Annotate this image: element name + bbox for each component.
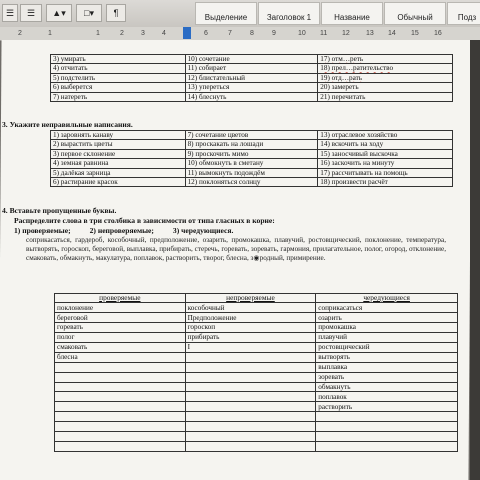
section-3-heading: 3. Укажите неправильные написания.: [2, 120, 133, 129]
table-row: [55, 362, 458, 372]
table-row: [55, 352, 458, 362]
table-cell: 9) проскочить мимо: [185, 149, 318, 158]
ruler-tick: 1: [96, 30, 100, 37]
ruler-tick: 9: [272, 30, 276, 37]
table-cell[interactable]: обмакнуть: [316, 382, 458, 392]
table-cell: 2) вырастить цветы: [51, 140, 186, 149]
section-4-heading: 4. Вставьте пропущенные буквы.: [2, 206, 117, 215]
table-cell[interactable]: [316, 431, 458, 441]
table-cell: 13) упереться: [185, 83, 318, 92]
table-cell: 17) рассчитывать на помощь: [318, 168, 453, 177]
table-cell[interactable]: озарить: [316, 313, 458, 323]
table-cell[interactable]: прибирать: [185, 333, 316, 343]
table-cell: 18) произвести расчёт: [318, 178, 453, 187]
style-label: Название: [334, 13, 370, 22]
table-cell[interactable]: [55, 362, 186, 372]
cell-text: 17) отм…реть: [320, 55, 364, 63]
style-label: Выделение: [204, 13, 248, 22]
table-cell[interactable]: зоревать: [316, 372, 458, 382]
table-row: [55, 323, 458, 333]
vertical-scrollbar[interactable]: [470, 40, 480, 480]
ruler-tick: 1: [48, 30, 52, 37]
table-row: [51, 83, 453, 92]
table-cell[interactable]: Предположение: [185, 313, 316, 323]
table-cell[interactable]: смаковать: [55, 342, 186, 352]
horizontal-ruler[interactable]: [0, 27, 480, 41]
table-cell: [318, 55, 453, 64]
ruler-tick: 15: [411, 30, 419, 37]
table-header-row: [55, 294, 458, 303]
table-cell[interactable]: [185, 441, 316, 451]
borders-button[interactable]: [76, 4, 102, 22]
ruler-tick: 11: [320, 30, 328, 37]
table-cell[interactable]: [185, 412, 316, 422]
ruler-tick: 13: [366, 30, 374, 37]
table-row: [55, 303, 458, 313]
word-list-paragraph[interactable]: соприкасаться, гардероб, кособочный, предположение, озарить, промокашка, плавучий, ростовщический, поклонение, температура, вытворять, гороскоп, береговой, выплавка, прибирать, стеречь, горевать, зоревать, гармония, прилагательное, полог, огород, отклонение, смаковать, обмакнуть, макулатура, поплавок, растворить, творог, блесна, з◉родный, примирение.: [26, 236, 446, 262]
table-word-list: [50, 54, 453, 102]
table-cell: 11) собирает: [185, 64, 318, 73]
ruler-tick: 14: [388, 30, 396, 37]
cell-text: 19) отд…рать: [320, 73, 363, 82]
show-formatting-button[interactable]: [106, 4, 126, 22]
table-row: [55, 372, 458, 382]
style-label: Заголовок 1: [266, 13, 312, 22]
table-row: [51, 64, 453, 73]
table-cell: 10) сочетание: [185, 55, 318, 64]
table-cell[interactable]: горевать: [55, 323, 186, 333]
table-cell[interactable]: [185, 392, 316, 402]
column-header: проверяемые: [55, 294, 186, 303]
ruler-tick: 10: [298, 30, 306, 37]
table-cell[interactable]: промокашка: [316, 323, 458, 333]
table-cell: [318, 64, 453, 73]
table-cell[interactable]: [55, 392, 186, 402]
indent-marker[interactable]: [183, 27, 191, 39]
table-row: [51, 73, 453, 82]
table-row: [51, 55, 453, 64]
table-cell: 1) заровнять канаву: [51, 131, 186, 140]
table-answer-columns: [54, 293, 458, 452]
table-cell[interactable]: ростовщический: [316, 342, 458, 352]
line-spacing-icon: ☰: [26, 7, 36, 18]
cell-text: 18) прел…ратительство: [320, 64, 394, 73]
table-cell[interactable]: [55, 422, 186, 432]
style-label: Подз: [457, 13, 477, 22]
style-label: Обычный: [397, 13, 433, 22]
ruler-tick: 6: [204, 30, 208, 37]
table-cell[interactable]: береговой: [55, 313, 186, 323]
table-cell[interactable]: [55, 372, 186, 382]
table-cell: 6) растирание красок: [51, 178, 186, 187]
table-cell[interactable]: поклонение: [55, 303, 186, 313]
table-row: [55, 313, 458, 323]
table-cell[interactable]: [316, 422, 458, 432]
table-cell[interactable]: [55, 431, 186, 441]
table-cell[interactable]: вытворять: [316, 352, 458, 362]
table-cell[interactable]: [185, 362, 316, 372]
table-row: [55, 422, 458, 432]
table-row: [51, 131, 453, 140]
table-cell: 11) вымокнуть подождём: [185, 168, 318, 177]
style-normal[interactable]: [384, 2, 446, 25]
table-cell: 16) заскочить на минуту: [318, 159, 453, 168]
ruler-tick: 2: [120, 30, 124, 37]
table-cell[interactable]: [185, 402, 316, 412]
table-row: [55, 382, 458, 392]
ruler-tick: 4: [162, 30, 166, 37]
style-highlight[interactable]: [195, 2, 257, 25]
section-4-instruction: Распределите слова в три столбика в зависимости от типа гласных в корне:: [14, 216, 275, 225]
table-row: [51, 92, 453, 101]
table-cell[interactable]: гороскоп: [185, 323, 316, 333]
table-cell[interactable]: [185, 422, 316, 432]
table-cell[interactable]: растворить: [316, 402, 458, 412]
table-cell: 4) земная равнина: [51, 159, 186, 168]
table-cell[interactable]: [55, 412, 186, 422]
toolbar-ribbon: [0, 0, 480, 28]
table-row: [55, 342, 458, 352]
column-header: чередующиеся: [316, 294, 458, 303]
table-row: [51, 178, 453, 187]
table-cell: 14) блеснуть: [185, 92, 318, 101]
table-cell: 3) первое склонение: [51, 149, 186, 158]
align-icon: ☰: [5, 7, 15, 18]
table-row: [55, 412, 458, 422]
table-cell[interactable]: [316, 412, 458, 422]
ruler-tick: 16: [434, 30, 442, 37]
table-cell[interactable]: [185, 352, 316, 362]
section-4-types: 1) проверяемые; 2) непроверяемые; 3) чередующиеся.: [14, 226, 234, 235]
table-cell: 5) подстелить: [51, 73, 186, 82]
table-cell[interactable]: выплавка: [316, 362, 458, 372]
table-cell[interactable]: [55, 441, 186, 451]
table-cell: 7) натереть: [51, 92, 186, 101]
table-row: [55, 333, 458, 343]
paragraph-mark-icon: ¶: [113, 8, 119, 18]
style-subtitle[interactable]: [447, 2, 480, 25]
ruler-tick: 3: [141, 30, 145, 37]
table-cell: 12) поклоняться солнцу: [185, 178, 318, 187]
table-row: [51, 159, 453, 168]
shading-button[interactable]: [46, 4, 72, 22]
table-cell[interactable]: [55, 402, 186, 412]
style-heading-1[interactable]: [258, 2, 320, 25]
table-cell: 6) выберется: [51, 83, 186, 92]
table-cell: 4) отчитать: [51, 64, 186, 73]
table-cell[interactable]: [185, 431, 316, 441]
table-cell: 21) перечитать: [318, 92, 453, 101]
table-cell: 12) блистательный: [185, 73, 318, 82]
table-row: [51, 168, 453, 177]
table-spelling: [50, 130, 453, 187]
table-cell: 20) замереть: [318, 83, 453, 92]
table-cell: 13) отраслевое хозяйство: [318, 131, 453, 140]
column-header: непроверяемые: [185, 294, 316, 303]
table-row: [51, 149, 453, 158]
table-cell: 7) сочетание цветов: [185, 131, 318, 140]
table-cell[interactable]: плавучий: [316, 333, 458, 343]
table-cell[interactable]: [185, 382, 316, 392]
table-cell[interactable]: блесна: [55, 352, 186, 362]
table-cell: [318, 73, 453, 82]
border-icon: □▾: [84, 7, 94, 18]
table-cell: 10) обмокнуть в сметану: [185, 159, 318, 168]
table-row: [55, 431, 458, 441]
table-cell[interactable]: поплавок: [316, 392, 458, 402]
table-cell[interactable]: [55, 382, 186, 392]
table-cell[interactable]: [185, 372, 316, 382]
ruler-tick: 2: [18, 30, 22, 37]
ruler-tick: 12: [342, 30, 350, 37]
paint-bucket-icon: ▲▾: [52, 7, 66, 18]
line-spacing-button[interactable]: [20, 4, 42, 22]
table-cell: 3) умирать: [51, 55, 186, 64]
table-cell: 5) далёкая зарница: [51, 168, 186, 177]
table-cell: 15) заносчивый выскочка: [318, 149, 453, 158]
table-cell[interactable]: I: [185, 342, 316, 352]
table-cell[interactable]: [316, 441, 458, 451]
table-cell[interactable]: кособочный: [185, 303, 316, 313]
table-cell: 14) вскочить на ходу: [318, 140, 453, 149]
table-row: [55, 392, 458, 402]
ruler-tick: 7: [228, 30, 232, 37]
table-cell[interactable]: полог: [55, 333, 186, 343]
ruler-tick: 8: [250, 30, 254, 37]
style-title[interactable]: [321, 2, 383, 25]
table-cell: 8) проскакать на лошади: [185, 140, 318, 149]
table-row: [51, 140, 453, 149]
table-row: [55, 441, 458, 451]
table-cell[interactable]: соприкасаться: [316, 303, 458, 313]
table-row: [55, 402, 458, 412]
align-justify-button[interactable]: [2, 4, 18, 22]
